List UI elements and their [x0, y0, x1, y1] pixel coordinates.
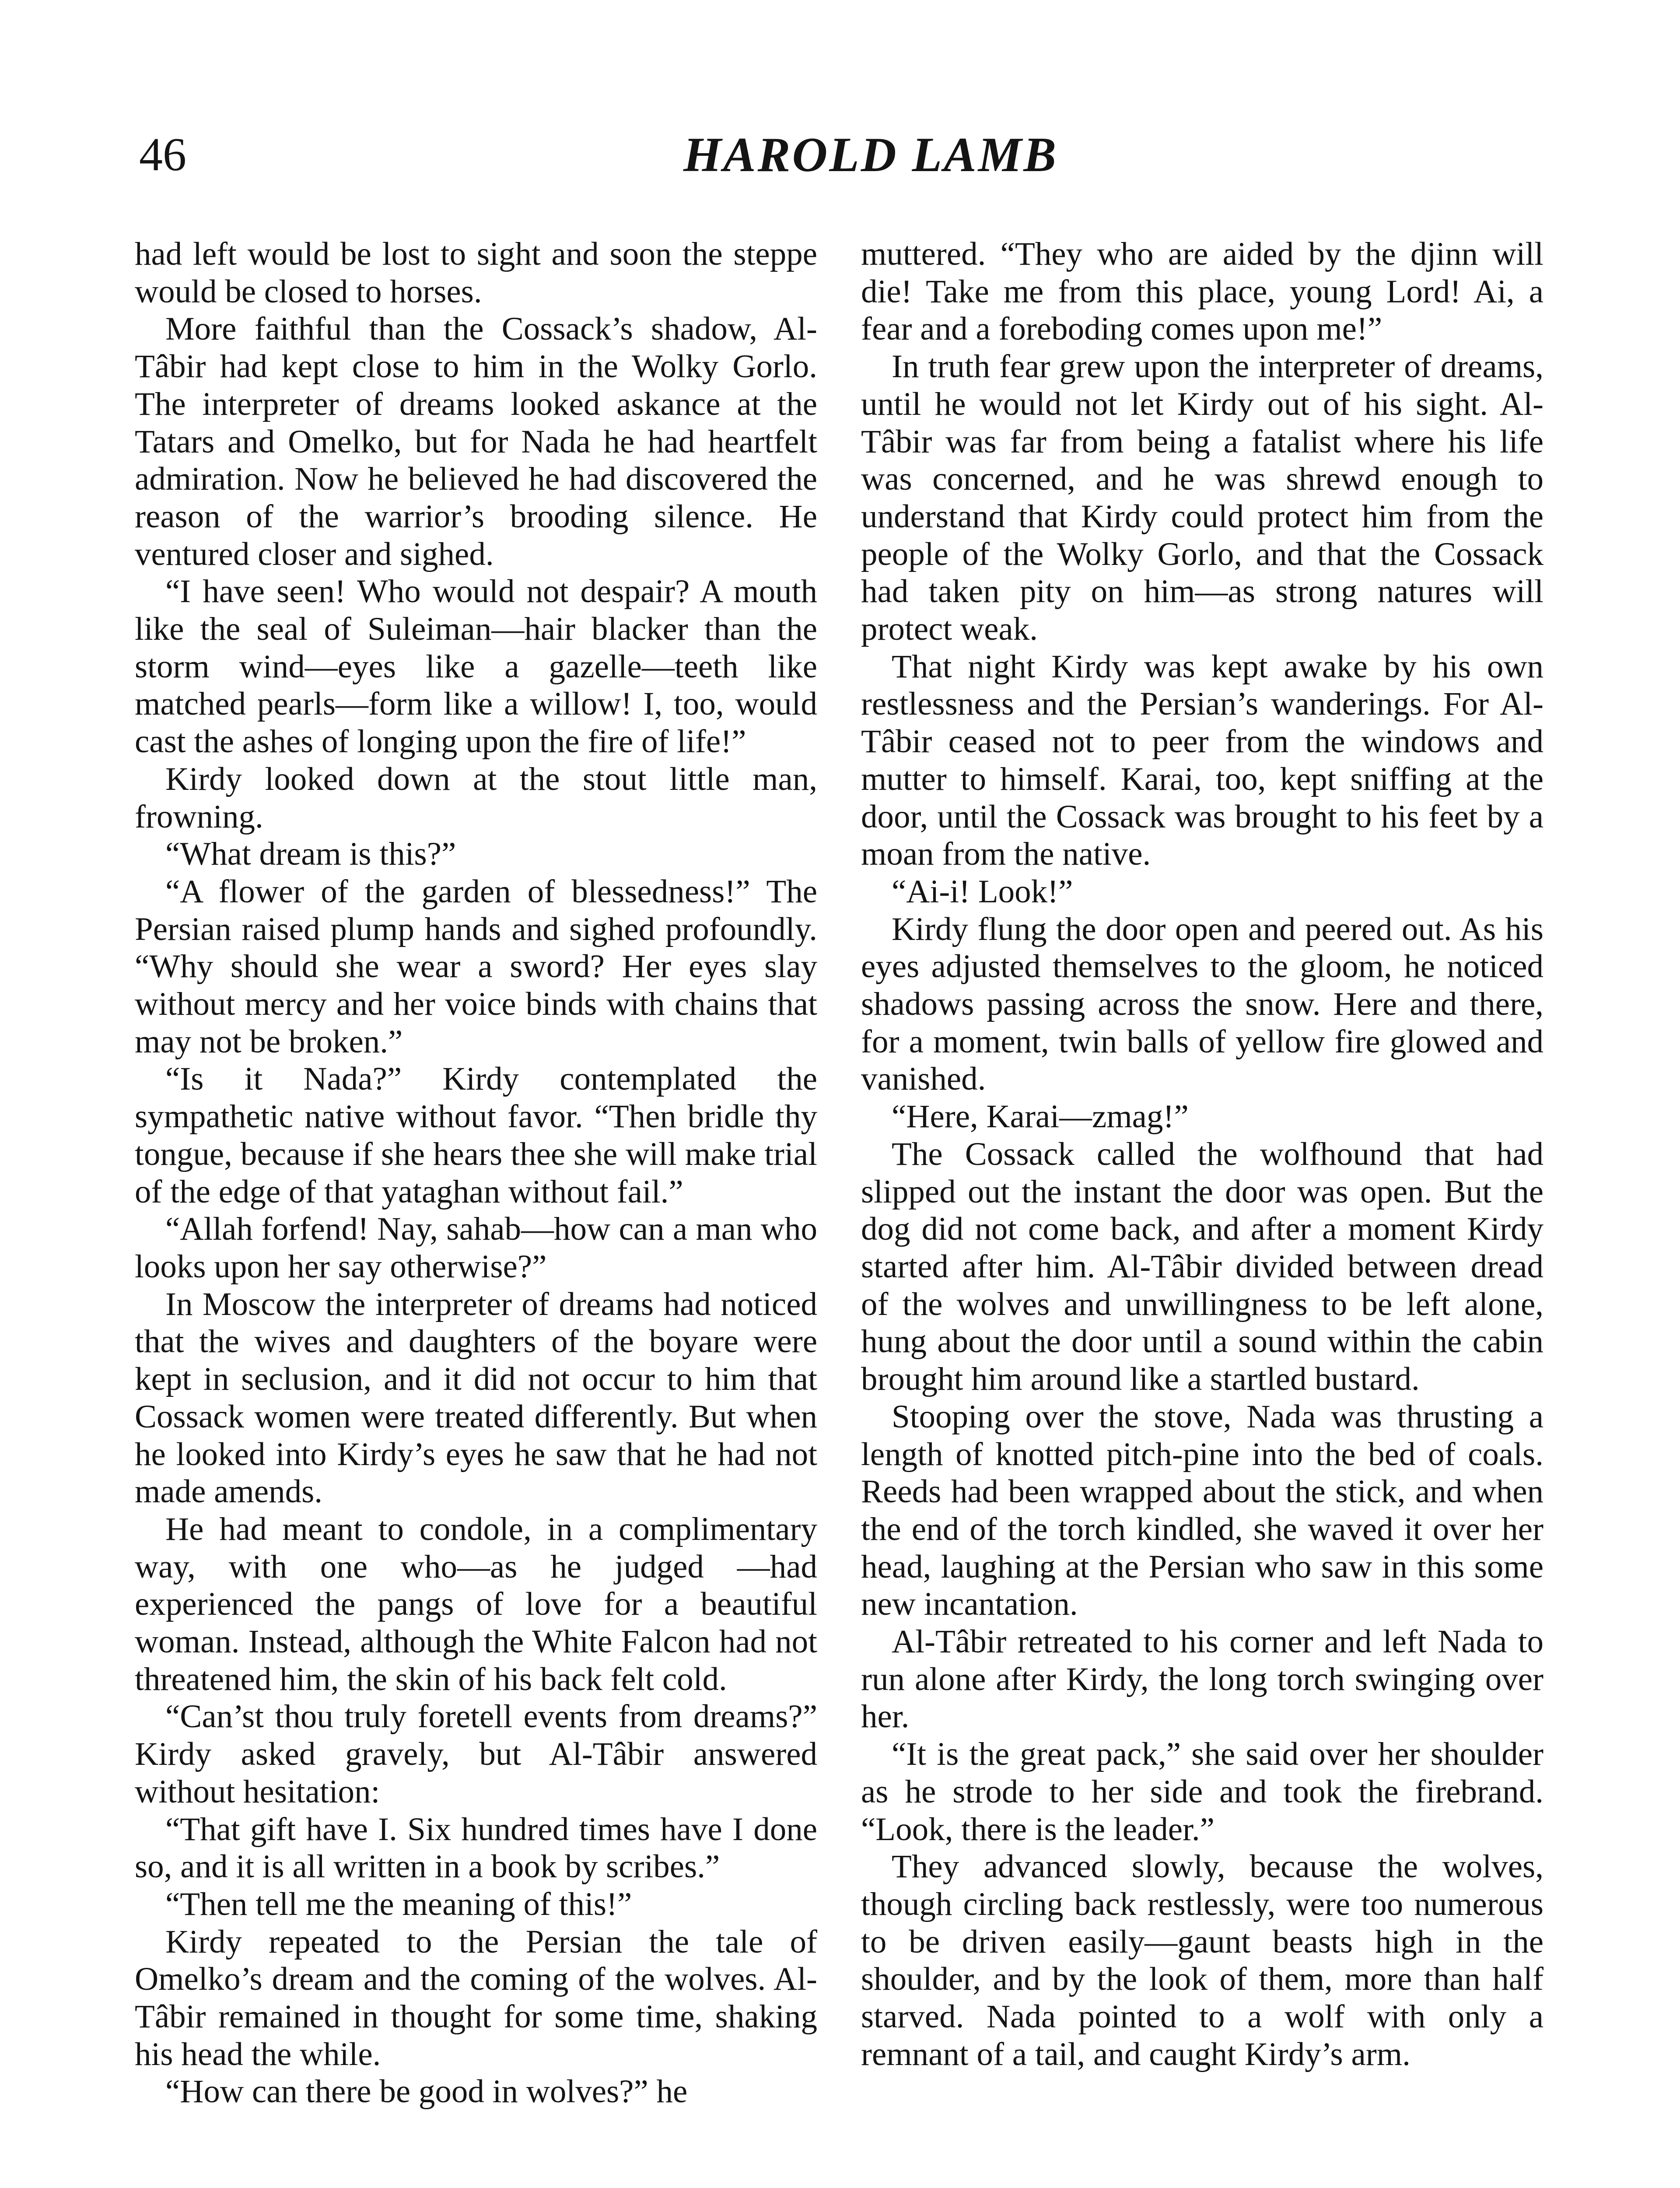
- paragraph: “Allah forfend! Nay, sahab—how can a man who looks upon her say otherwise?”: [135, 1211, 817, 1285]
- paragraph: “What dream is this?”: [165, 836, 456, 873]
- paragraph: Kirdy flung the door open and peered out. As his eyes adjusted themselves to the gloom, he noticed shadows passing across the snow. Here and there, for a moment, twin balls of yellow fire glowed and vanished.: [861, 911, 1544, 1098]
- paragraph: “It is the great pack,” she said over her shoulder as he strode to her side and took the firebrand. “Look, there is the leader.”: [861, 1736, 1544, 1848]
- paragraph: “I have seen! Who would not despair? A mouth like the seal of Suleiman—hair blacker than the storm wind—eyes like a gazelle—teeth like matched pearls—form like a willow! I, too, would cast the ashes of longing upon the fire of life!”: [135, 573, 817, 760]
- paragraph: “A flower of the garden of blessedness!” The Persian raised plump hands and sighed profoundly. “Why should she wear a sword? Her eyes slay without mercy and her voice binds with chains that may not be broken.”: [135, 873, 817, 1060]
- paragraph: “Can’st thou truly foretell events from dreams?” Kirdy asked gravely, but Al-Tâbir answered without hesitation:: [135, 1698, 817, 1810]
- paragraph: had left would be lost to sight and soon the steppe would be closed to horses.: [135, 236, 817, 310]
- text-column-left: [135, 235, 817, 2111]
- text-column-right: [861, 235, 1544, 2073]
- paragraph: In Moscow the interpreter of dreams had noticed that the wives and daughters of the boyare were kept in seclusion, and it did not occur to him that Cossack women were treated differently. But when he looked into Kirdy’s eyes he saw that he had not made amends.: [135, 1286, 817, 1510]
- paragraph: Kirdy repeated to the Persian the tale of Omelko’s dream and the coming of the wolves. Al-Tâbir remained in thought for some time, shaking his head the while.: [135, 1923, 817, 2072]
- paragraph: “Then tell me the meaning of this!”: [165, 1886, 632, 1922]
- paragraph: More faithful than the Cossack’s shadow, Al-Tâbir had kept close to him in the Wolky Gorlo. The interpreter of dreams looked askance at the Tatars and Omelko, but for Nada he had heartfelt admiration. Now he believed he had discovered the reason of the warrior’s brooding silence. He ventured closer and sighed.: [135, 311, 817, 572]
- paragraph: “Is it Nada?” Kirdy contemplated the sympathetic native without favor. “Then bridle thy tongue, because if she hears thee she will make trial of the edge of that yataghan without fail.”: [135, 1061, 817, 1210]
- paragraph: “Ai-i! Look!”: [892, 873, 1073, 910]
- paragraph: Kirdy looked down at the stout little man, frowning.: [135, 761, 817, 835]
- paragraph: The Cossack called the wolfhound that had slipped out the instant the door was open. But the dog did not come back, and after a moment Kirdy started after him. Al-Tâbir divided between dread of the wolves and unwillingness to be left alone, hung about the door until a sound within the cabin brought him around like a startled bustard.: [861, 1136, 1544, 1398]
- paragraph: Al-Tâbir retreated to his corner and left Nada to run alone after Kirdy, the long torch swinging over her.: [861, 1623, 1544, 1735]
- paragraph: Stooping over the stove, Nada was thrusting a length of knotted pitch-pine into the bed of coals. Reeds had been wrapped about the stick, and when the end of the torch kindled, she waved it over her head, laughing at the Persian who saw in this some new incantation.: [861, 1398, 1544, 1623]
- paragraph: In truth fear grew upon the interpreter of dreams, until he would not let Kirdy out of his sight. Al-Tâbir was far from being a fatalist where his life was concerned, and he was shrewd enough to understand that Kirdy could protect him from the people of the Wolky Gorlo, and that the Cossack had taken pity on him—as strong natures will protect weak.: [861, 348, 1544, 648]
- paragraph: “How can there be good in wolves?” he: [165, 2073, 688, 2110]
- paragraph: muttered. “They who are aided by the djinn will die! Take me from this place, young Lord! Ai, a fear and a foreboding comes upon me!”: [861, 236, 1544, 347]
- page-number: 46: [139, 129, 186, 181]
- paragraph: They advanced slowly, because the wolves, though circling back restlessly, were too numerous to be driven easily—gaunt beasts high in the shoulder, and by the look of them, more than half starved. Nada pointed to a wolf with only a remnant of a tail, and caught Kirdy’s arm.: [861, 1848, 1544, 2072]
- paragraph: “Here, Karai—zmag!”: [892, 1098, 1189, 1135]
- paragraph: “That gift have I. Six hundred times have I done so, and it is all written in a book by scribes.”: [135, 1811, 817, 1885]
- paragraph: He had meant to condole, in a complimentary way, with one who—as he judged —had experienced the pangs of love for a beautiful woman. Instead, although the White Falcon had not threatened him, the skin of his back felt cold.: [135, 1511, 817, 1697]
- paragraph: That night Kirdy was kept awake by his own restlessness and the Persian’s wanderings. For Al-Tâbir ceased not to peer from the windows and mutter to himself. Karai, too, kept sniffing at the door, until the Cossack was brought to his feet by a moan from the native.: [861, 648, 1544, 873]
- running-head: HAROLD LAMB: [683, 128, 1058, 182]
